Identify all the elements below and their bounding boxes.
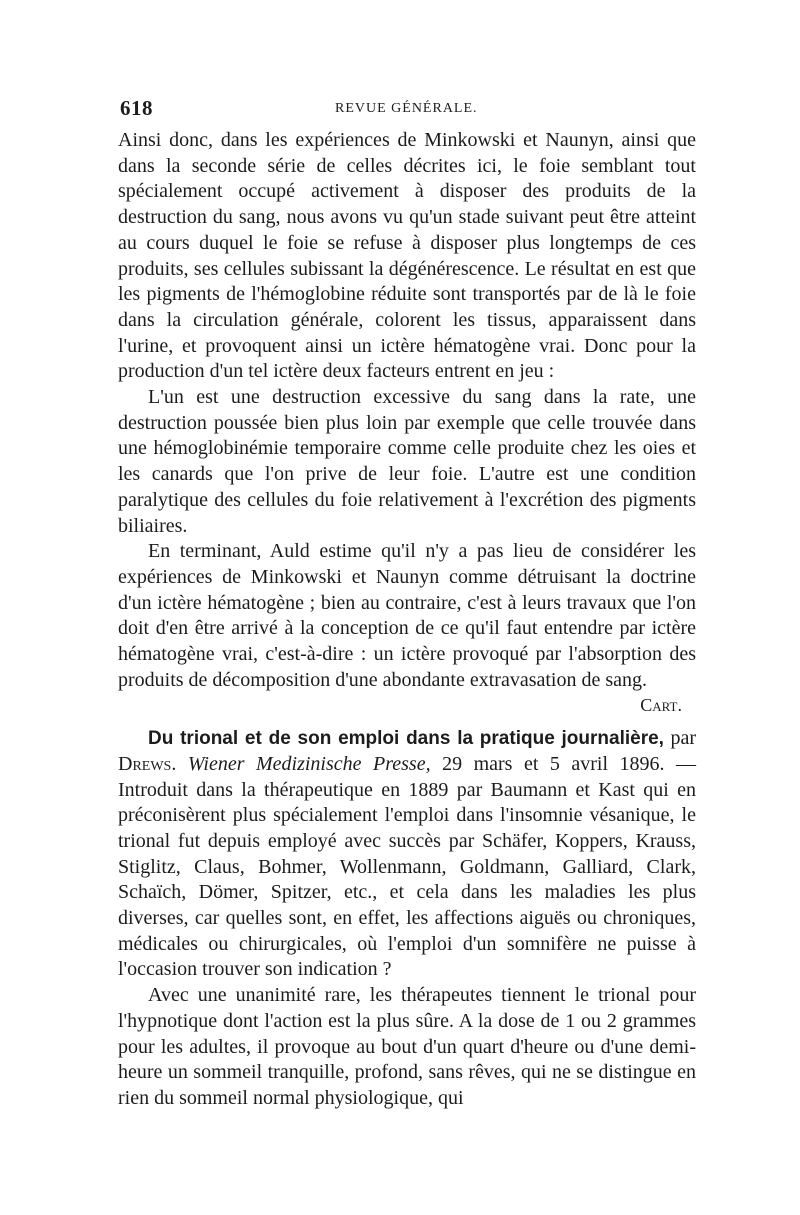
article-heading [118, 726, 696, 983]
running-title: REVUE GÉNÉRALE. [335, 101, 478, 116]
paragraph-1: Ainsi donc, dans les expériences de Minkowski et Naunyn, ainsi que dans la seconde série de celles décrites ici, le foie semblant tout spécialement occupé activement à disposer des produits de la destruction du sang, nous avons vu qu'un stade suivant peut être atteint au cours duquel le foie se refuse à disposer plus longtemps de ces produits, ses cellules subissant la dégénérescence. Le résultat en est que les pigments de l'hémoglobine réduite sont transportés par de là le foie dans la circulation générale, colorent les tissus, apparaissent dans l'urine, et provoquent ainsi un ictère hématogène vrai. Donc pour la production d'un tel ictère deux facteurs entrent en jeu : [118, 129, 696, 383]
page-body [118, 128, 696, 1112]
citation-author: Drews. [118, 752, 177, 775]
paragraph-3: En terminant, Auld estime qu'il n'y a pas lieu de considérer les expériences de Minkowski et Naunyn comme détruisant la doctrine d'un ictère hématogène ; bien au contraire, c'est à leurs travaux que l'on doit d'en être arrivé à la conception de ce qu'il faut entendre par ictère hématogène vrai, c'est-à-dire : un ictère provoqué par l'absorption des produits de décomposition d'une abondante extravasation de sang. [118, 540, 696, 691]
citation-par: par [670, 727, 696, 750]
page-header [120, 96, 690, 124]
paragraph-5: Avec une unanimité rare, les thérapeutes tiennent le trional pour l'hypnotique dont l'action est la plus sûre. A la dose de 1 ou 2 grammes pour les adultes, il provoque au bout d'un quart d'heure ou d'une demi-heure un sommeil tranquille, profond, sans rêves, qui ne se distingue en rien du sommeil normal physiologique, qui [118, 984, 696, 1109]
citation-date: 29 mars et 5 avril 1896. — [442, 752, 697, 775]
paragraph-2: L'un est une destruction excessive du sang dans la rate, une destruction poussée bien plus loin par exemple que celle trouvée dans une hémoglobinémie temporaire comme celle produite chez les oies et les canards que l'on prive de leur foie. L'autre est une condition paralytique des cellules du foie relativement à l'excrétion des pigments biliaires. [118, 386, 696, 537]
citation-journal: Wiener Medizinische Presse, [187, 752, 431, 775]
article-title: Du trional et de son emploi dans la pratique journalière, [148, 728, 664, 750]
paragraph-4: Introduit dans la thérapeutique en 1889 par Baumann et Kast qui en préconisèrent plus spécialement l'emploi dans l'insomnie vésanique, le trional fut depuis employé avec succès par Schäfer, Koppers, Krauss, Stiglitz, Claus, Bohmer, Wollenmann, Goldmann, Galliard, Clark, Schaïch, Dömer, Spitzer, etc., et cela dans les maladies les plus diverses, car quelles sont, en effet, les affections aiguës ou chroniques, médicales ou chirurgicales, où l'emploi d'un somnifère ne puisse à l'occasion trouver son indication ? [118, 778, 696, 981]
page-number: 618 [120, 96, 153, 120]
author-signature: Cart. [640, 695, 682, 716]
section-spacer [118, 719, 696, 726]
